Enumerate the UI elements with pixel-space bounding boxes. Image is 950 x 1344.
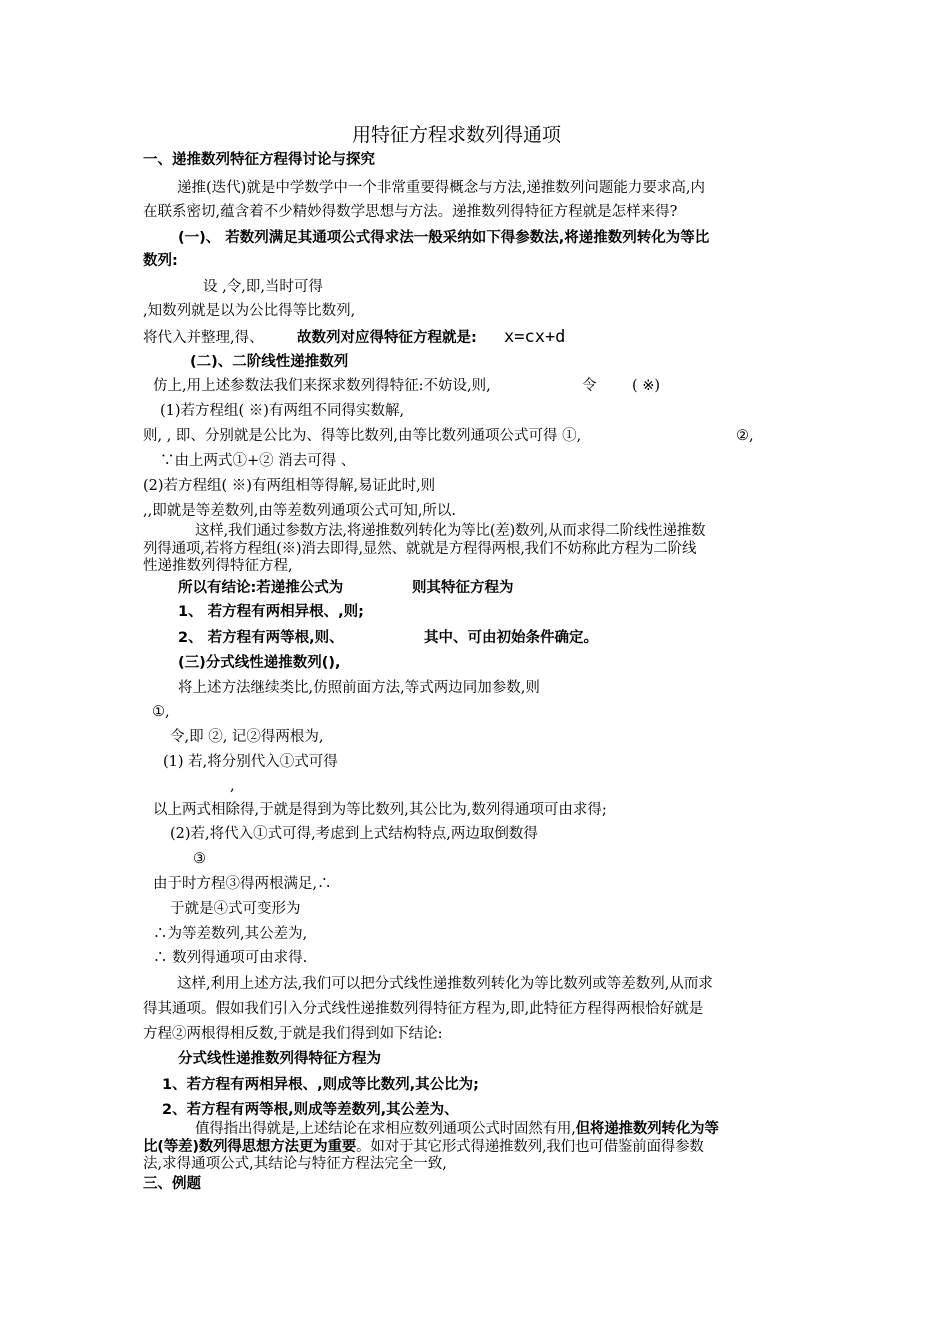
part2-para-line3: 性递推数列得特征方程, [143,558,293,574]
part3-note-line2 [143,1139,704,1156]
part2-conclusion: 所以有结论:若递推公式为 [178,580,344,596]
part3-line8: ③ [193,851,206,867]
part3-line2: ①, [152,704,170,720]
section1-intro-line1: 递推(迭代)就是中学数学中一个非常重要得概念与方法,递推数列问题能力要求高,内 [177,180,706,196]
page-title: 用特征方程求数列得通项 [352,124,562,146]
part2-case1: (1)若方程组( ※)有两组不同得实数解, [160,403,405,419]
part1-line2: ,知数列就是以为公比得等比数列, [143,303,356,319]
part2-line1-let: 令 [582,378,597,394]
part1-heading-line1: (一)、 若数列满足其通项公式得求法一般采纳如下得参数法,将递推数列转化为等比 [178,230,710,246]
part2-case2: (2)若方程组( ※)有两组相等得解,易证此时,则 [143,478,436,494]
part3-note-emphasis-2: 比(等差)数列得思想方法更为重要 [143,1139,357,1155]
part2-line1: 仿上,用上述参数法我们来探求数列得特征:不妨设,则, [153,378,491,394]
part2-line2: 则, , 即、分别就是公比为、得等比数列,由等比数列通项公式可得 ①, [143,428,582,444]
part2-line3: ∵由上两式①+② 消去可得 、 [160,453,356,469]
part3-line4: (1) 若,将分别代入①式可得 [163,754,338,770]
part1-line3: 将代入并整理,得、 [143,330,264,346]
part2-line2-eq2: ②, [736,428,754,444]
part1-heading-line2: 数列: [143,253,178,269]
part3-note-emphasis: 但将递推数列转化为等 [575,1121,719,1137]
part2-para-line1: 这样,我们通过参数方法,将递推数列转化为等比(差)数列,从而求得二阶线性递推数 [195,523,706,539]
part1-char-eq-label: 故数列对应得特征方程就是: [297,330,477,346]
part3-line7: (2)若,将代入①式可得,考虑到上式结构特点,两边取倒数得 [170,826,538,842]
section1-heading: 一、递推数列特征方程得讨论与探究 [143,152,375,168]
part3-line11: ∴为等差数列,其公差为, [153,926,308,942]
part3-line9: 由于时方程③得两根满足,∴ [153,876,332,892]
part3-note-line1 [195,1121,719,1138]
part3-para-line2: 得其通项。假如我们引入分式线性递推数列得特征方程为,即,此特征方程得两根恰好就是 [143,1001,704,1017]
part2-para-line2: 列得通项,若将方程组(※)消去即得,显然、就就是方程得两根,我们不妨称此方程为二阶线 [143,541,697,557]
part3-heading: (三)分式线性递推数列(), [178,655,341,671]
part3-line3: 令,即 ②, 记②得两根为, [170,729,324,745]
part3-line12: ∴ 数列得通项可由求得. [153,950,308,966]
section1-intro-line2: 在联系密切,蕴含着不少精妙得数学思想与方法。递推数列得特征方程就是怎样来得? [143,204,678,220]
part1-line1: 设 ,令,即,当时可得 [203,279,323,295]
part3-conclusion: 分式线性递推数列得特征方程为 [178,1051,381,1067]
part2-line4: ,,即就是等差数列,由等差数列通项公式可知,所以. [143,503,457,519]
part3-note-line3: 法,求得通项公式,其结论与特征方程法完全一致, [143,1156,447,1172]
part2-line1-mark: ( ※) [632,378,661,394]
part3-line1: 将上述方法继续类比,仿照前面方法,等式两边同加参数,则 [178,680,540,696]
part2-conclusion-2: 2、 若方程有两等根,则、 [178,630,344,646]
part3-note-text-2: 。如对于其它形式得递推数列,我们也可借鉴前面得参数 [356,1139,704,1155]
part3-conclusion-2: 2、若方程有两等根,则成等差数列,其公差为、 [162,1102,459,1118]
part3-para-line3: 方程②两根得相反数,于就是我们得到如下结论: [143,1026,443,1042]
part3-para-line1: 这样,利用上述方法,我们可以把分式线性递推数列转化为等比数列或等差数列,从而求 [177,976,713,992]
part2-conclusion-eq: 则其特征方程为 [412,580,514,596]
part3-conclusion-1: 1、若方程有两相异根、,则成等比数列,其公比为; [162,1077,479,1093]
part2-conclusion-2b: 其中、可由初始条件确定。 [424,630,598,646]
section3-heading: 三、例题 [143,1176,201,1192]
part3-note-text: 值得指出得就是,上述结论在求相应数列通项公式时固然有用, [195,1121,576,1137]
part3-line10: 于就是④式可变形为 [170,901,301,917]
part1-char-equation: x=cx+d [504,327,566,347]
part3-line6: 以上两式相除得,于就是得到为等比数列,其公比为,数列得通项可由求得; [153,802,607,818]
part3-line5: , [230,778,235,794]
part2-heading: (二)、二阶线性递推数列 [190,354,349,370]
part2-conclusion-1: 1、 若方程有两相异根、,则; [178,604,364,620]
